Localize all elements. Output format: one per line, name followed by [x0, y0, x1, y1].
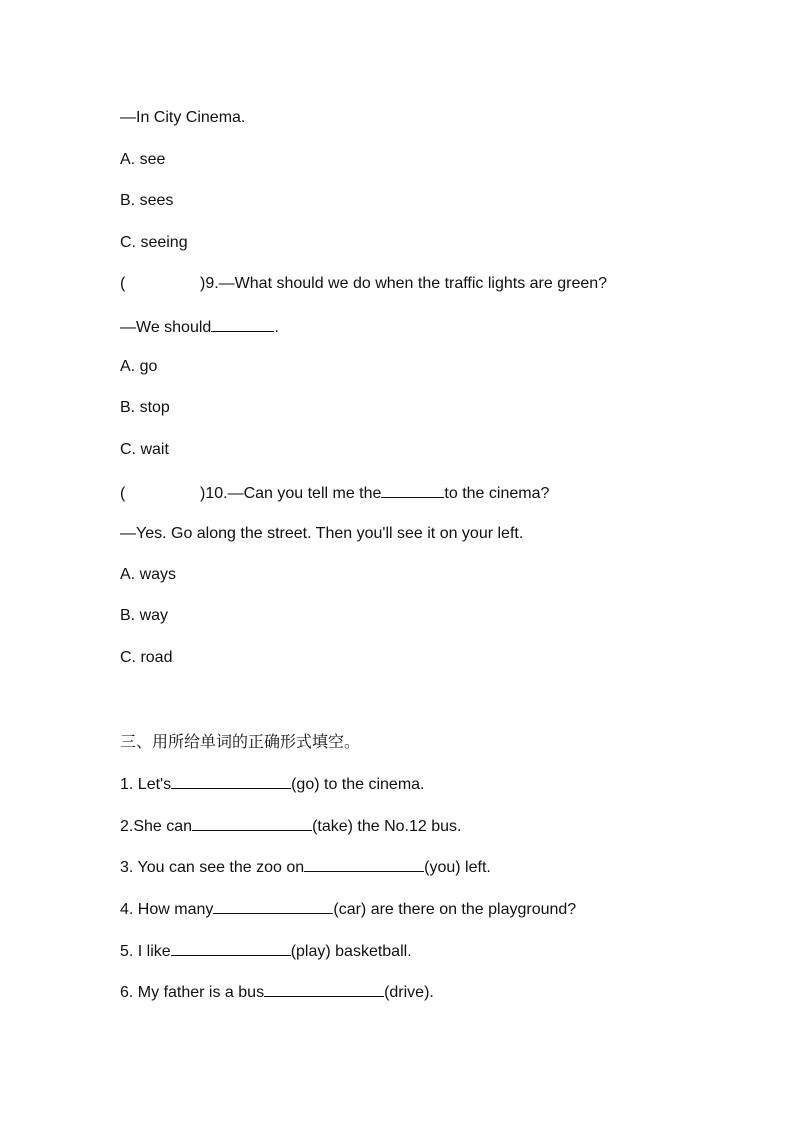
q10-option-b: B. way	[120, 607, 169, 624]
q9-answer-suffix: .	[274, 319, 279, 336]
q9-blank[interactable]	[211, 316, 274, 332]
q9-question-line	[120, 274, 607, 294]
q9-answer-line	[120, 316, 279, 338]
q8-answer-line: —In City Cinema.	[120, 109, 246, 126]
section3-heading: 三、用所给单词的正确形式填空。	[120, 732, 361, 751]
fill-item-prefix: 3. You can see the zoo on	[120, 859, 305, 876]
fill-item-prefix: 5. I like	[120, 943, 171, 960]
fill-blank[interactable]	[264, 981, 384, 997]
fill-blank[interactable]	[192, 815, 312, 831]
fill-item-suffix: (play) basketball.	[290, 943, 412, 960]
q10-answer-paren[interactable]: (	[120, 485, 126, 502]
fill-item-suffix: (go) to the cinema.	[291, 776, 425, 793]
fill-item-1	[120, 773, 425, 795]
q10-blank[interactable]	[381, 482, 444, 498]
q10-answer-line: —Yes. Go along the street. Then you'll see it on your left.	[120, 525, 524, 542]
q9-answer-paren[interactable]: (	[120, 275, 126, 292]
q9-answer-prefix: —We should	[120, 319, 212, 336]
fill-item-suffix: (take) the No.12 bus.	[312, 818, 462, 835]
q10-option-a: A. ways	[120, 566, 177, 583]
fill-item-suffix: (drive).	[384, 984, 434, 1001]
fill-blank[interactable]	[304, 856, 424, 872]
fill-item-2	[120, 815, 461, 837]
fill-blank[interactable]	[171, 940, 291, 956]
fill-item-3	[120, 856, 491, 878]
q9-option-c: C. wait	[120, 441, 169, 458]
fill-blank[interactable]	[171, 773, 291, 789]
fill-item-prefix: 2.She can	[120, 818, 193, 835]
q9-option-a: A. go	[120, 358, 158, 375]
q10-question-suffix: to the cinema?	[444, 485, 550, 502]
fill-item-4	[120, 898, 576, 920]
q8-option-b: B. sees	[120, 192, 174, 209]
q9-question-text: )9.—What should we do when the traffic lights are green?	[200, 275, 608, 292]
fill-item-suffix: (you) left.	[424, 859, 491, 876]
q10-option-c: C. road	[120, 649, 173, 666]
fill-item-6	[120, 981, 434, 1003]
fill-item-prefix: 1. Let's	[120, 776, 172, 793]
q9-option-b: B. stop	[120, 399, 170, 416]
fill-item-prefix: 4. How many	[120, 901, 214, 918]
fill-item-suffix: (car) are there on the playground?	[333, 901, 577, 918]
fill-item-prefix: 6. My father is a bus	[120, 984, 265, 1001]
q10-question-text: )10.—Can you tell me the	[200, 485, 382, 502]
fill-item-5	[120, 940, 412, 962]
fill-blank[interactable]	[213, 898, 333, 914]
q10-question-line	[120, 482, 549, 504]
q8-option-a: A. see	[120, 151, 166, 168]
q8-option-c: C. seeing	[120, 234, 188, 251]
